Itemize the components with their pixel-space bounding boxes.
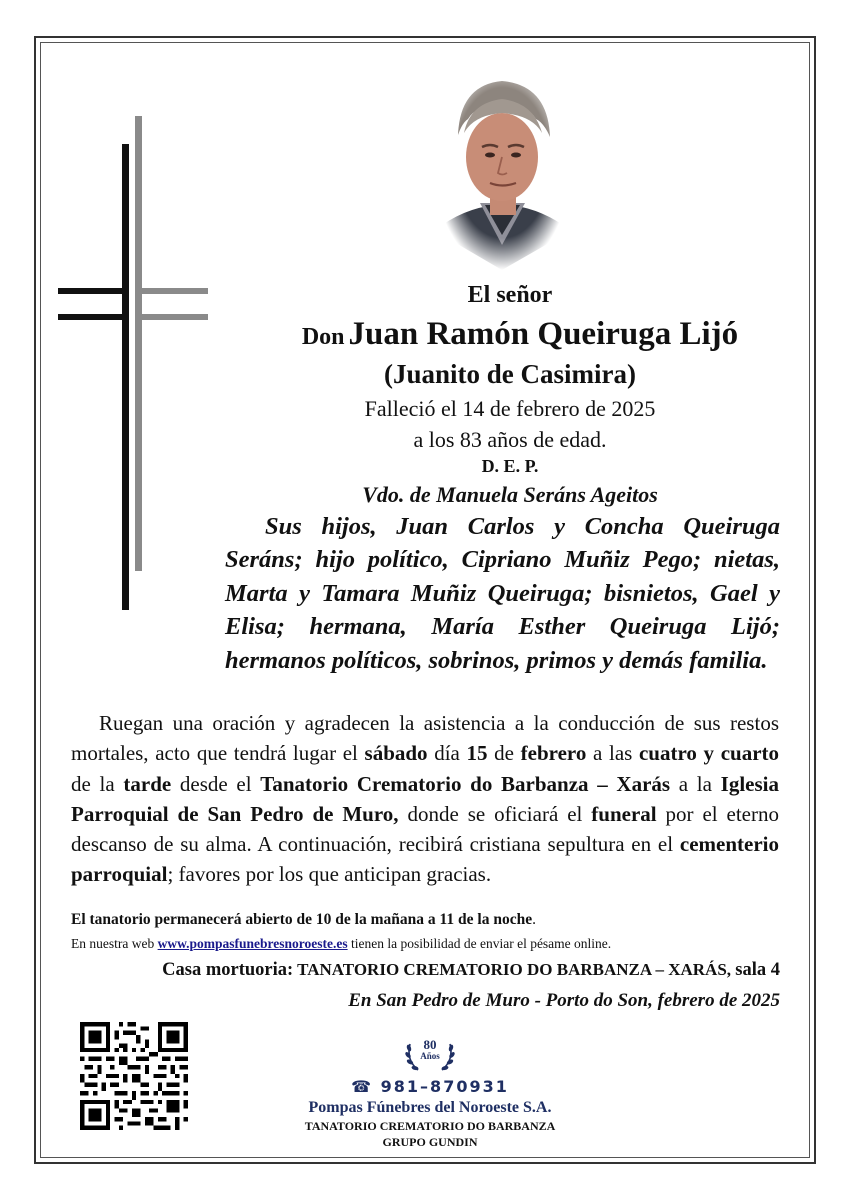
nickname: (Juanito de Casimira) bbox=[384, 359, 636, 389]
dep-text: D. E. P. bbox=[481, 456, 539, 476]
phone-icon: ☎ bbox=[351, 1077, 374, 1096]
family-text: Sus hijos, Juan Carlos y Concha Queiruga Seráns; hijo político, Cipriano Muñiz Pego; nietas, Marta y Tamara Muñiz Queiruga; bisnietos, Gael y Elisa; hermana, María Esther Queiruga Lijó; hermanos políticos, sobrinos, primos y demás familia. bbox=[225, 513, 780, 674]
location-date: En San Pedro de Muro - Porto do Son, febrero de 2025 bbox=[348, 990, 780, 1011]
badge-word: Años bbox=[420, 1051, 440, 1061]
portrait-photo bbox=[440, 75, 565, 270]
family-paragraph bbox=[225, 510, 780, 677]
qr-code[interactable] bbox=[80, 1022, 188, 1130]
web-note: En nuestra web www.pompasfunebresnoroeste.es tienen la posibilidad de enviar el pésame online. bbox=[71, 936, 612, 951]
mortuary-line: Casa mortuoria: TANATORIO CREMATORIO DO BARBANZA – XARÁS, sala 4 bbox=[162, 960, 780, 980]
age-line: a los 83 años de edad. bbox=[413, 427, 607, 452]
company-line2: TANATORIO CREMATORIO DO BARBANZA bbox=[304, 1119, 556, 1133]
honorific: Don bbox=[301, 324, 345, 350]
widower-line: Vdo. de Manuela Seráns Ageitos bbox=[362, 482, 658, 507]
full-name: Juan Ramón Queiruga Lijó bbox=[348, 316, 739, 352]
badge-number: 80 bbox=[423, 1037, 437, 1052]
phone-line bbox=[230, 1077, 630, 1096]
company-name: Pompas Fúnebres del Noroeste S.A. bbox=[308, 1099, 552, 1116]
intro-text: El señor bbox=[467, 282, 553, 308]
phone-number[interactable]: 981–870931 bbox=[380, 1077, 509, 1096]
website-link[interactable]: www.pompasfunebresnoroeste.es bbox=[157, 936, 348, 951]
deceased-name bbox=[230, 316, 810, 353]
death-date: Falleció el 14 de febrero de 2025 bbox=[364, 396, 656, 421]
hours-note: El tanatorio permanecerá abierto de 10 de la mañana a 11 de la noche. bbox=[71, 911, 536, 928]
ceremony-paragraph: Ruegan una oración y agradecen la asistencia a la conducción de sus restos mortales, acto que tendrá lugar el sábado día 15 de febrero a las cuatro y cuarto de la tarde desde el Tanatorio Crematorio do Barbanza – Xarás a la Iglesia Parroquial de San Pedro de Muro, donde se oficiará el funeral por el eterno descanso de su alma. A continuación, recibirá cristiana sepultura en el cementerio parroquial; favores por los que anticipan gracias. bbox=[71, 711, 780, 887]
company-line3: GRUPO GUNDIN bbox=[382, 1135, 478, 1149]
